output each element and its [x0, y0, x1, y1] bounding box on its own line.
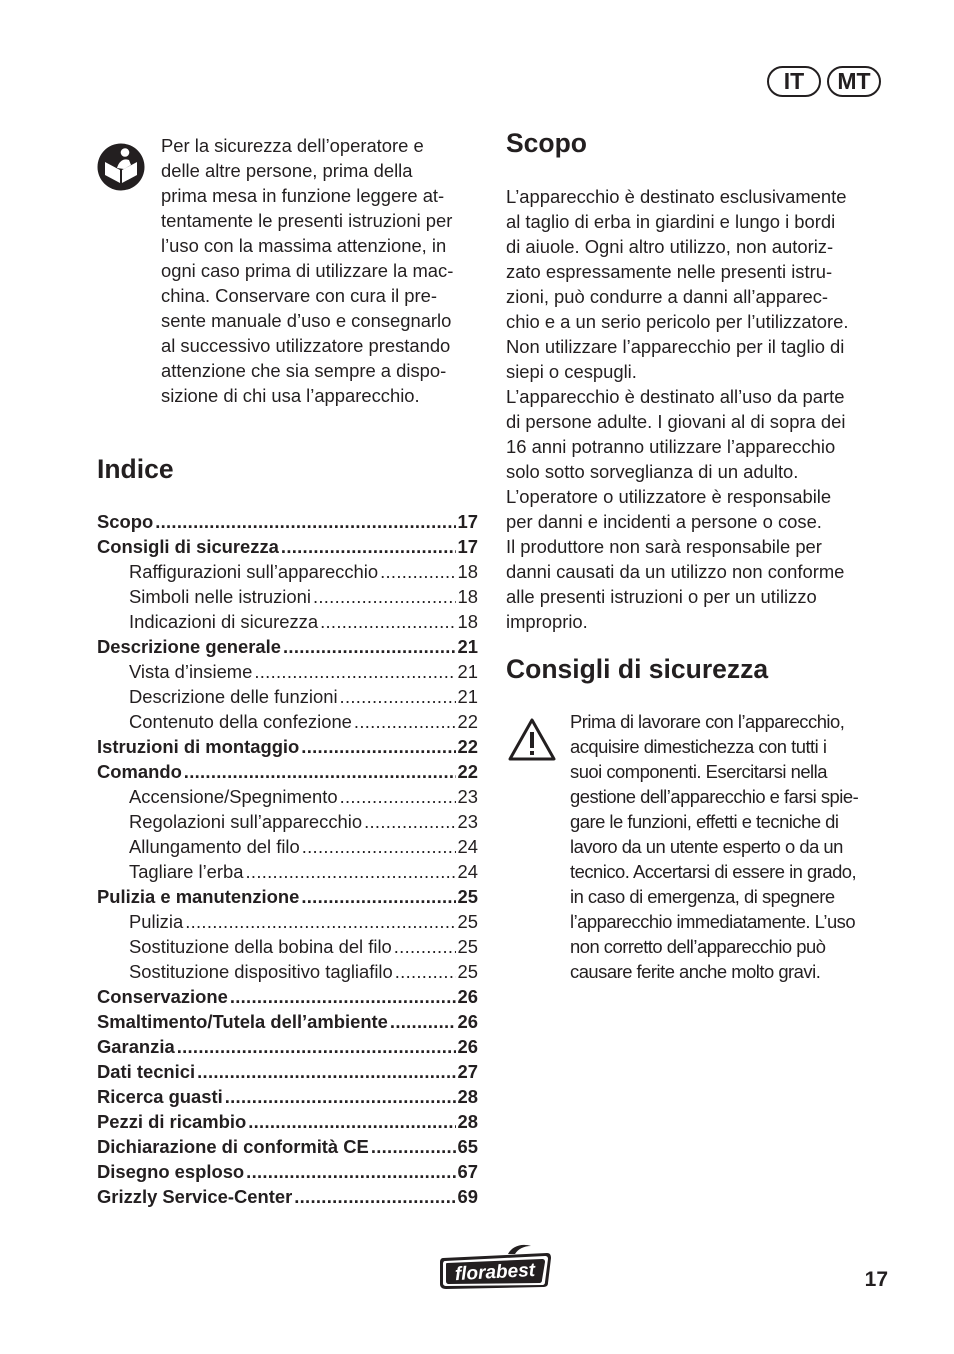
scopo-line: L’apparecchio è destinato esclusivamente: [506, 186, 847, 207]
toc-entry-title: Descrizione generale: [97, 636, 281, 657]
logo-text: florabest: [454, 1259, 536, 1286]
intro-line: ogni caso prima di utilizzare la mac-: [161, 260, 454, 281]
safety-line: Prima di lavorare con l’apparecchio,: [570, 711, 845, 732]
toc-dot-leader: [283, 634, 456, 659]
toc-dot-leader: [184, 759, 456, 784]
toc-entry: [97, 1084, 478, 1109]
toc-entry: [97, 884, 478, 909]
toc-entry-title: Pulizia: [129, 911, 184, 932]
scopo-line: 16 anni potranno utilizzare l’apparecchio: [506, 436, 836, 457]
toc-dot-leader: [340, 784, 456, 809]
toc-entry-page: 22: [457, 736, 478, 757]
toc-entry-page: 25: [457, 886, 478, 907]
toc-entry-title: Vista d’insieme: [129, 661, 253, 682]
toc-dot-leader: [177, 1034, 456, 1059]
toc-entry-page: 21: [457, 686, 478, 707]
toc-entry-title: Istruzioni di montaggio: [97, 736, 300, 757]
scopo-line: al taglio di erba in giardini e lungo i bordi: [506, 211, 836, 232]
page-number: 17: [864, 1268, 888, 1291]
toc-entry-page: 23: [457, 786, 478, 807]
toc-entry-title: Grizzly Service-Center: [97, 1186, 293, 1207]
toc-entry-title: Contenuto della confezione: [129, 711, 352, 732]
toc-entry: [97, 684, 478, 709]
toc-dot-leader: [301, 884, 455, 909]
safety-line: l’apparecchio immediatamente. L’uso: [570, 911, 856, 932]
scopo-line: siepi o cespugli.: [506, 361, 637, 382]
toc-dot-leader: [155, 509, 455, 534]
toc-dot-leader: [313, 584, 456, 609]
toc-dot-leader: [395, 959, 456, 984]
toc-entry-title: Sostituzione dispositivo tagliafilo: [129, 961, 393, 982]
toc-entry-page: 28: [457, 1086, 478, 1107]
florabest-logo: [438, 1243, 552, 1291]
toc-dot-leader: [301, 734, 455, 759]
toc-entry: [97, 1134, 478, 1159]
toc-entry-title: Dichiarazione di conformità CE: [97, 1136, 369, 1157]
toc-entry-page: 24: [457, 861, 478, 882]
safety-line: in caso di emergenza, di spegnere: [570, 886, 835, 907]
safety-line: lavoro da un utente esperto o da un: [570, 836, 843, 857]
safety-title: Consigli di sicurezza: [506, 654, 769, 684]
toc-entry-page: 26: [457, 1011, 478, 1032]
toc-entry: [97, 1059, 478, 1084]
toc-dot-leader: [254, 659, 455, 684]
toc-entry-title: Regolazioni sull’apparecchio: [129, 811, 363, 832]
toc-entry-page: 65: [457, 1136, 478, 1157]
toc-entry: [97, 909, 478, 934]
safety-line: acquisire dimestichezza con tutti i: [570, 736, 827, 757]
intro-line: tentamente le presenti istruzioni per: [161, 210, 453, 231]
toc-dot-leader: [197, 1059, 455, 1084]
safety-line: suoi componenti. Esercitarsi nella: [570, 761, 827, 782]
toc-dot-leader: [294, 1184, 455, 1209]
toc-dot-leader: [371, 1134, 456, 1159]
language-badge-mt: MT: [827, 66, 881, 97]
toc-dot-leader: [354, 709, 456, 734]
toc-entry-page: 21: [457, 636, 478, 657]
toc-entry: [97, 509, 478, 534]
toc-dot-leader: [246, 1159, 455, 1184]
scopo-line: alle presenti istruzioni o per un utilizzo: [506, 586, 817, 607]
toc-entry-page: 67: [457, 1161, 478, 1182]
toc-entry-title: Pezzi di ricambio: [97, 1111, 247, 1132]
toc-entry-page: 23: [457, 811, 478, 832]
scopo-line: zioni, può condurre a danni all’apparec-: [506, 286, 829, 307]
toc-entry-title: Tagliare l’erba: [129, 861, 244, 882]
intro-line: Per la sicurezza dell’operatore e: [161, 135, 424, 156]
toc-entry-title: Disegno esploso: [97, 1161, 245, 1182]
toc-entry: [97, 609, 478, 634]
scopo-line: Il produttore non sarà responsabile per: [506, 536, 822, 557]
toc-entry-page: 25: [457, 911, 478, 932]
toc-dot-leader: [394, 934, 456, 959]
toc-entry: [97, 809, 478, 834]
toc-entry-page: 22: [457, 761, 478, 782]
toc-entry-title: Raffigurazioni sull’apparecchio: [129, 561, 379, 582]
toc-entry-title: Accensione/Spegnimento: [129, 786, 338, 807]
toc-dot-leader: [230, 984, 456, 1009]
toc-entry-page: 69: [457, 1186, 478, 1207]
intro-line: prima mesa in funzione leggere at-: [161, 185, 445, 206]
toc-entry-page: 26: [457, 1036, 478, 1057]
toc-entry-title: Smaltimento/Tutela dell’ambiente: [97, 1011, 388, 1032]
scopo-line: danni causati da un utilizzo non conforme: [506, 561, 845, 582]
intro-paragraph: [161, 133, 483, 408]
scopo-line: improprio.: [506, 611, 588, 632]
toc-entry: [97, 559, 478, 584]
toc-entry: [97, 709, 478, 734]
toc-entry: [97, 859, 478, 884]
scopo-title: Scopo: [506, 128, 587, 158]
intro-line: attenzione che sia sempre a dispo-: [161, 360, 447, 381]
toc-dot-leader: [364, 809, 455, 834]
safety-line: gare le funzioni, effetti e tecniche di: [570, 811, 839, 832]
language-badges: [767, 66, 887, 97]
toc-dot-leader: [246, 859, 456, 884]
toc-entry: [97, 584, 478, 609]
toc-entry-page: 25: [457, 961, 478, 982]
toc-entry-title: Conservazione: [97, 986, 228, 1007]
toc-entry-page: 18: [457, 561, 478, 582]
toc-entry-page: 18: [457, 611, 478, 632]
warning-icon: [507, 717, 557, 762]
intro-line: l’uso con la massima attenzione, in: [161, 235, 447, 256]
toc-entry-page: 17: [457, 511, 478, 532]
table-of-contents: [97, 509, 478, 1209]
toc-dot-leader: [390, 1009, 456, 1034]
scopo-line: L’operatore o utilizzatore è responsabile: [506, 486, 832, 507]
toc-entry: [97, 734, 478, 759]
toc-dot-leader: [380, 559, 455, 584]
toc-dot-leader: [185, 909, 455, 934]
toc-entry-title: Comando: [97, 761, 182, 782]
intro-line: al successivo utilizzatore prestando: [161, 335, 451, 356]
toc-entry-page: 24: [457, 836, 478, 857]
toc-entry-title: Consigli di sicurezza: [97, 536, 279, 557]
toc-entry-page: 17: [457, 536, 478, 557]
toc-entry-page: 28: [457, 1111, 478, 1132]
toc-entry-title: Descrizione delle funzioni: [129, 686, 338, 707]
toc-entry: [97, 759, 478, 784]
scopo-line: Non utilizzare l’apparecchio per il taglio di: [506, 336, 845, 357]
toc-entry-title: Dati tecnici: [97, 1061, 196, 1082]
toc-entry-page: 21: [457, 661, 478, 682]
scopo-paragraph: [506, 184, 906, 634]
toc-entry: [97, 934, 478, 959]
scopo-line: solo sotto sorveglianza di un adulto.: [506, 461, 799, 482]
read-manual-icon: [97, 143, 145, 191]
toc-entry: [97, 534, 478, 559]
safety-line: causare ferite anche molto gravi.: [570, 961, 821, 982]
toc-dot-leader: [281, 534, 456, 559]
toc-entry-title: Scopo: [97, 511, 154, 532]
toc-entry: [97, 1109, 478, 1134]
toc-entry: [97, 1034, 478, 1059]
toc-entry-title: Sostituzione della bobina del filo: [129, 936, 392, 957]
intro-line: sizione di chi usa l’apparecchio.: [161, 385, 420, 406]
toc-entry-title: Pulizia e manutenzione: [97, 886, 300, 907]
safety-line: tecnico. Accertarsi di essere in grado,: [570, 861, 857, 882]
intro-line: china. Conservare con cura il pre-: [161, 285, 437, 306]
toc-entry-page: 22: [457, 711, 478, 732]
toc-entry: [97, 1184, 478, 1209]
intro-line: delle altre persone, prima della: [161, 160, 413, 181]
toc-dot-leader: [320, 609, 455, 634]
safety-line: gestione dell’apparecchio e farsi spie-: [570, 786, 859, 807]
toc-entry-page: 27: [457, 1061, 478, 1082]
toc-entry: [97, 1009, 478, 1034]
toc-entry: [97, 959, 478, 984]
toc-dot-leader: [340, 684, 456, 709]
toc-entry-page: 25: [457, 936, 478, 957]
intro-line: sente manuale d’uso e consegnarlo: [161, 310, 452, 331]
toc-entry: [97, 784, 478, 809]
scopo-line: di persone adulte. I giovani al di sopra dei: [506, 411, 846, 432]
toc-entry-page: 26: [457, 986, 478, 1007]
scopo-line: zato espressamente nelle presenti istru-: [506, 261, 833, 282]
scopo-line: di aiuole. Ogni altro utilizzo, non autoriz-: [506, 236, 834, 257]
toc-entry-title: Allungamento del filo: [129, 836, 300, 857]
toc-entry-title: Garanzia: [97, 1036, 175, 1057]
toc-dot-leader: [248, 1109, 455, 1134]
scopo-line: chio e a un serio pericolo per l’utilizzatore.: [506, 311, 849, 332]
language-badge-it: IT: [767, 66, 821, 97]
toc-dot-leader: [225, 1084, 456, 1109]
toc-dot-leader: [302, 834, 456, 859]
index-title: Indice: [97, 454, 174, 484]
toc-entry-page: 18: [457, 586, 478, 607]
scopo-line: per danni e incidenti a persone o cose.: [506, 511, 822, 532]
safety-paragraph: [570, 709, 900, 984]
toc-entry-title: Simboli nelle istruzioni: [129, 586, 311, 607]
toc-entry: [97, 659, 478, 684]
safety-line: non corretto dell’apparecchio può: [570, 936, 826, 957]
scopo-line: L’apparecchio è destinato all’uso da parte: [506, 386, 845, 407]
toc-entry: [97, 634, 478, 659]
toc-entry: [97, 984, 478, 1009]
toc-entry-title: Ricerca guasti: [97, 1086, 223, 1107]
toc-entry: [97, 834, 478, 859]
toc-entry-title: Indicazioni di sicurezza: [129, 611, 319, 632]
toc-entry: [97, 1159, 478, 1184]
